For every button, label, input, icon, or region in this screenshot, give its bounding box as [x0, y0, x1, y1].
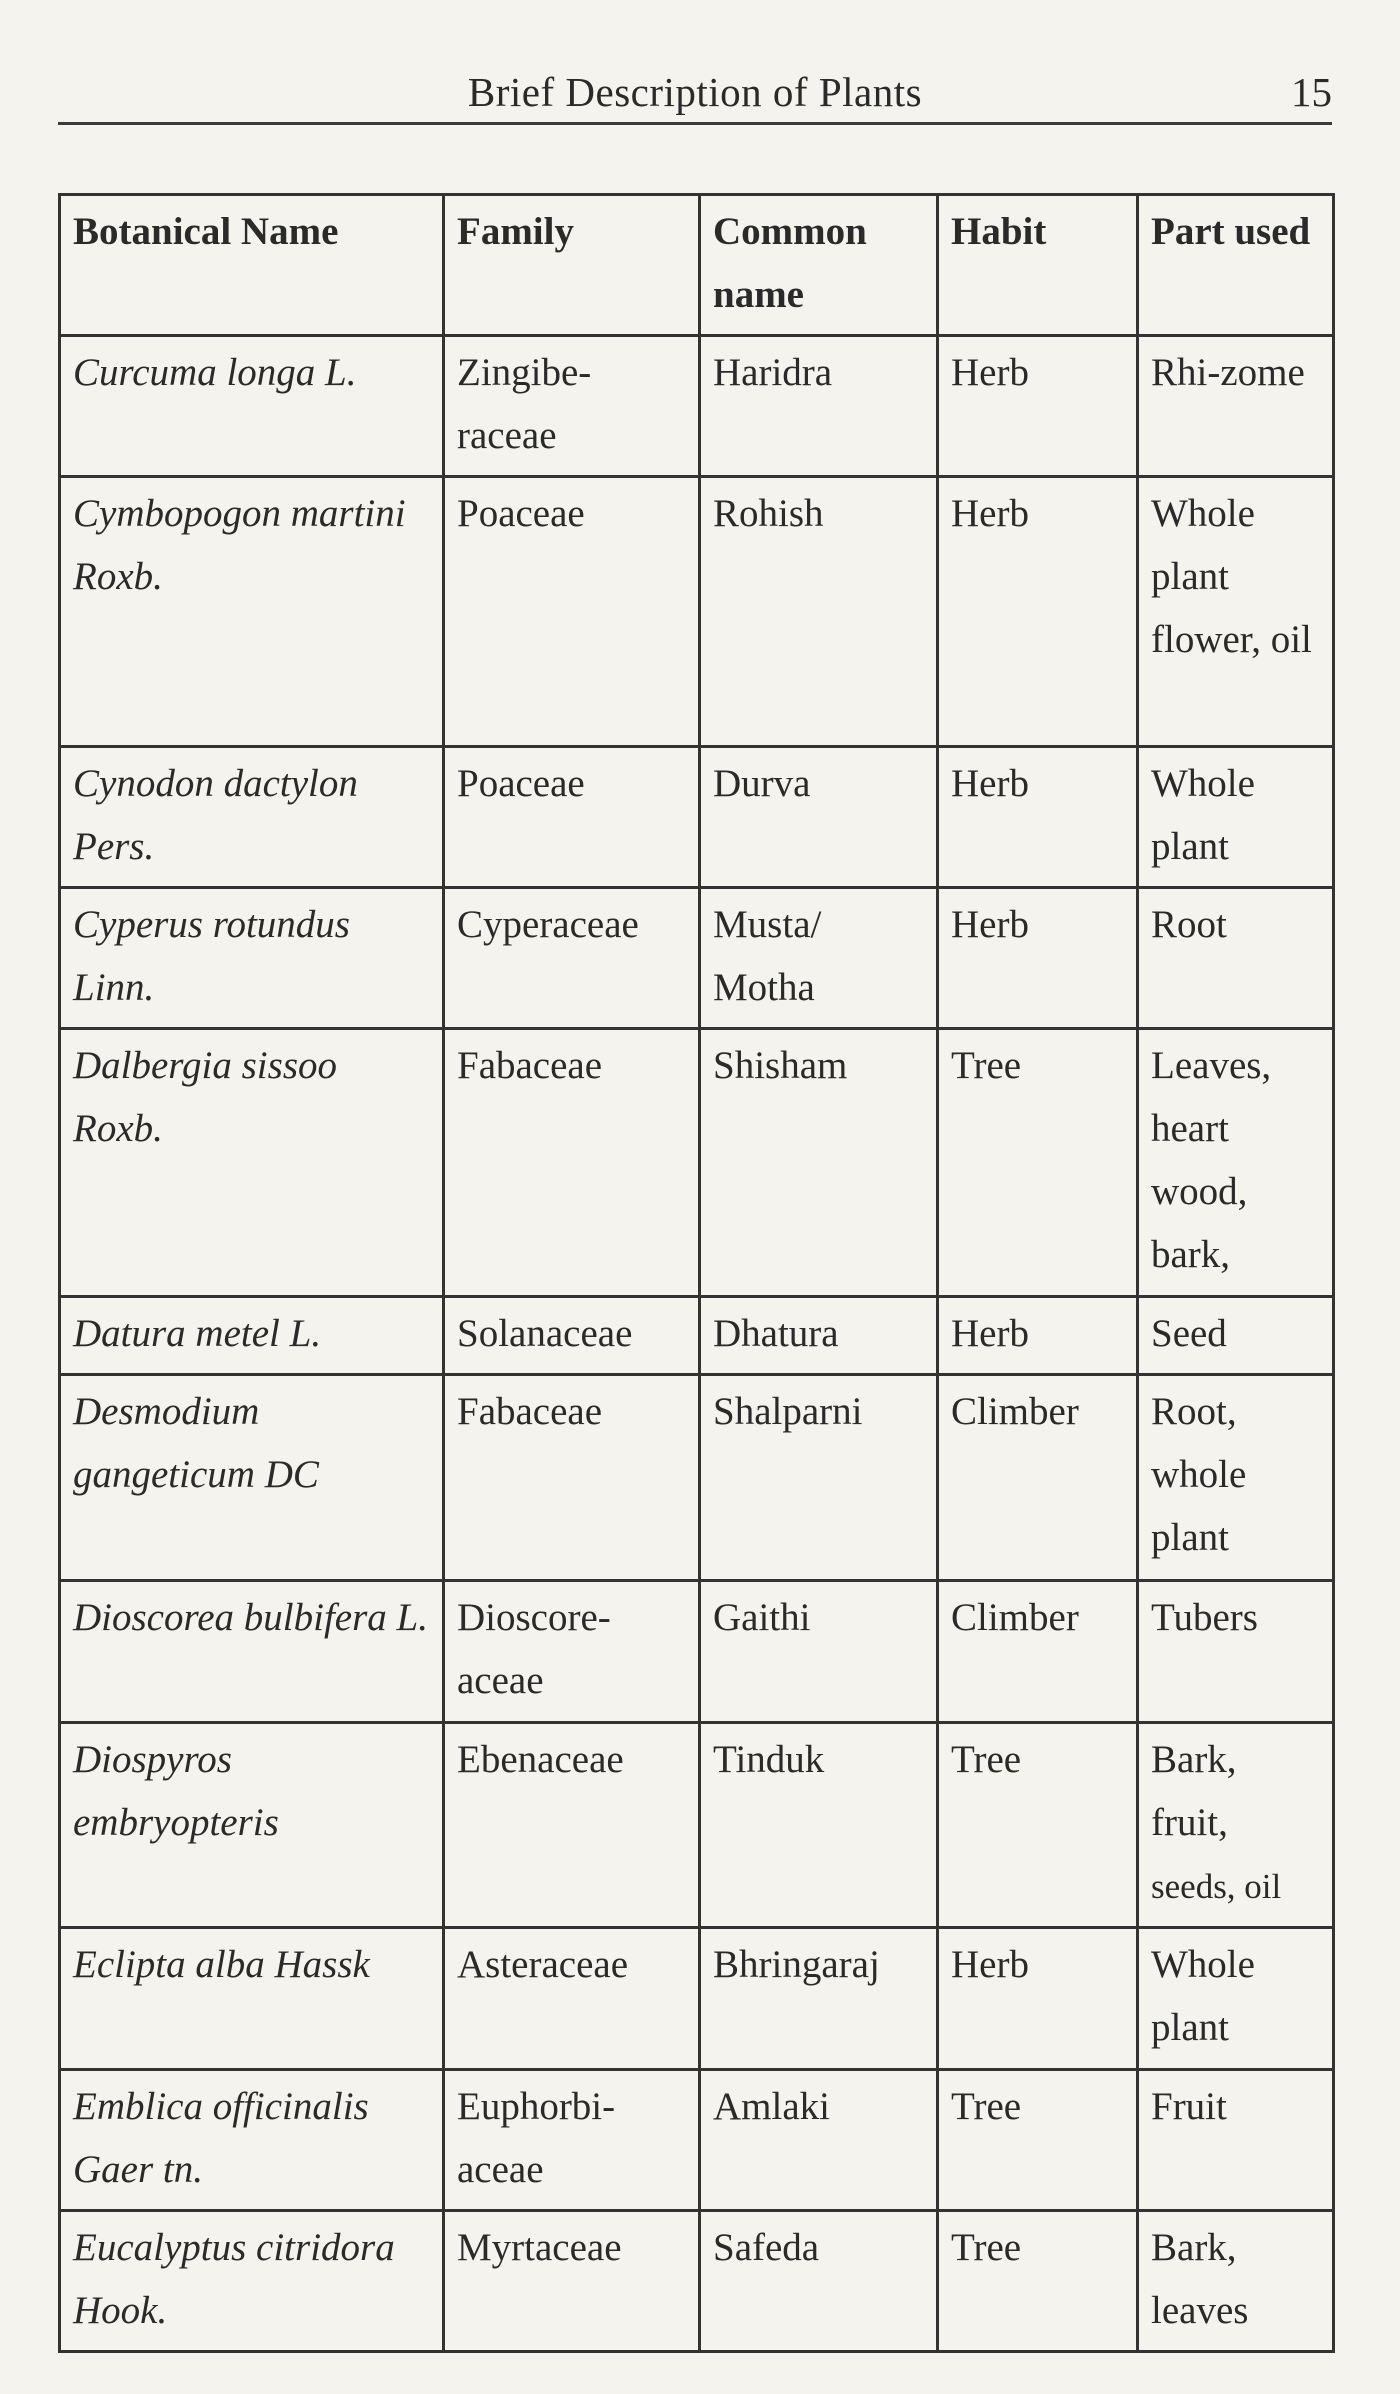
plants-table: [58, 193, 1335, 2353]
habit-cell: Climber: [938, 1581, 1138, 1723]
part-used-cell: Fruit: [1138, 2070, 1334, 2211]
family-cell: Poaceae: [444, 477, 700, 747]
botanical-name-cell: Eucalyptus citridora Hook.: [60, 2211, 444, 2352]
part-used-cell: Tubers: [1138, 1581, 1334, 1723]
family-cell: Solanaceae: [444, 1297, 700, 1375]
habit-cell: Herb: [938, 1928, 1138, 2070]
part-used-cell: Bark, leaves: [1138, 2211, 1334, 2352]
col-header-part-used: Part used: [1138, 195, 1334, 336]
habit-cell: Herb: [938, 1297, 1138, 1375]
part-used-cell: Root: [1138, 888, 1334, 1029]
table-row: [60, 2211, 1334, 2352]
common-name-cell: Gaithi: [700, 1581, 938, 1723]
common-name-cell: Haridra: [700, 336, 938, 477]
part-used-cell: [1138, 1723, 1334, 1928]
family-cell: Cyperaceae: [444, 888, 700, 1029]
table-row: [60, 336, 1334, 477]
part-used-extra: seeds, oil: [1151, 1867, 1282, 1906]
page-number: 15: [1291, 69, 1332, 115]
common-name-cell: Musta/ Motha: [700, 888, 938, 1029]
common-name-cell: Safeda: [700, 2211, 938, 2352]
col-header-family: Family: [444, 195, 700, 336]
habit-cell: Tree: [938, 1723, 1138, 1928]
family-cell: Zingibe-raceae: [444, 336, 700, 477]
habit-cell: Tree: [938, 1029, 1138, 1297]
col-header-common-name: Common name: [700, 195, 938, 336]
part-used-text: Bark, fruit,: [1151, 1738, 1237, 1844]
common-name-cell: Tinduk: [700, 1723, 938, 1928]
table-row: [60, 1375, 1334, 1581]
col-header-habit: Habit: [938, 195, 1138, 336]
common-name-cell: Bhringaraj: [700, 1928, 938, 2070]
part-used-cell: Rhi-zome: [1138, 336, 1334, 477]
habit-cell: Climber: [938, 1375, 1138, 1581]
table-row: [60, 1723, 1334, 1928]
table-row: [60, 1029, 1334, 1297]
table-row: [60, 1581, 1334, 1723]
page-header: [58, 62, 1332, 125]
part-used-cell: Root, whole plant: [1138, 1375, 1334, 1581]
botanical-name-cell: Datura metel L.: [60, 1297, 444, 1375]
botanical-name-cell: Cynodon dactylon Pers.: [60, 747, 444, 888]
botanical-name-cell: Emblica officinalis Gaer tn.: [60, 2070, 444, 2211]
part-used-cell: Seed: [1138, 1297, 1334, 1375]
table-row: [60, 2070, 1334, 2211]
botanical-name-cell: Diospyros embryopteris: [60, 1723, 444, 1928]
family-cell: Euphorbi-aceae: [444, 2070, 700, 2211]
botanical-name-cell: Eclipta alba Hassk: [60, 1928, 444, 2070]
habit-cell: Herb: [938, 336, 1138, 477]
running-title: Brief Description of Plants: [467, 69, 923, 115]
botanical-name-cell: Cymbopogon martini Roxb.: [60, 477, 444, 747]
table-row: [60, 747, 1334, 888]
col-header-botanical-name: Botanical Name: [60, 195, 444, 336]
family-cell: Dioscore-aceae: [444, 1581, 700, 1723]
common-name-cell: Shisham: [700, 1029, 938, 1297]
table-row: [60, 477, 1334, 747]
table-row: [60, 1928, 1334, 2070]
botanical-name-cell: Dalbergia sissoo Roxb.: [60, 1029, 444, 1297]
common-name-cell: Amlaki: [700, 2070, 938, 2211]
habit-cell: Tree: [938, 2070, 1138, 2211]
part-used-cell: Whole plant: [1138, 1928, 1334, 2070]
family-cell: Fabaceae: [444, 1375, 700, 1581]
botanical-name-cell: Dioscorea bulbifera L.: [60, 1581, 444, 1723]
table-header-row: [60, 195, 1334, 336]
common-name-cell: Durva: [700, 747, 938, 888]
botanical-name-cell: Curcuma longa L.: [60, 336, 444, 477]
habit-cell: Herb: [938, 747, 1138, 888]
botanical-name-cell: Desmodium gangeticum DC: [60, 1375, 444, 1581]
family-cell: Ebenaceae: [444, 1723, 700, 1928]
family-cell: Fabaceae: [444, 1029, 700, 1297]
habit-cell: Herb: [938, 477, 1138, 747]
common-name-cell: Rohish: [700, 477, 938, 747]
common-name-cell: Dhatura: [700, 1297, 938, 1375]
table-row: [60, 1297, 1334, 1375]
family-cell: Myrtaceae: [444, 2211, 700, 2352]
part-used-cell: Whole plant: [1138, 747, 1334, 888]
habit-cell: Tree: [938, 2211, 1138, 2352]
family-cell: Asteraceae: [444, 1928, 700, 2070]
family-cell: Poaceae: [444, 747, 700, 888]
part-used-cell: Leaves, heart wood, bark,: [1138, 1029, 1334, 1297]
part-used-cell: Whole plant flower, oil: [1138, 477, 1334, 747]
botanical-name-cell: Cyperus rotundus Linn.: [60, 888, 444, 1029]
habit-cell: Herb: [938, 888, 1138, 1029]
common-name-cell: Shalparni: [700, 1375, 938, 1581]
table-row: [60, 888, 1334, 1029]
